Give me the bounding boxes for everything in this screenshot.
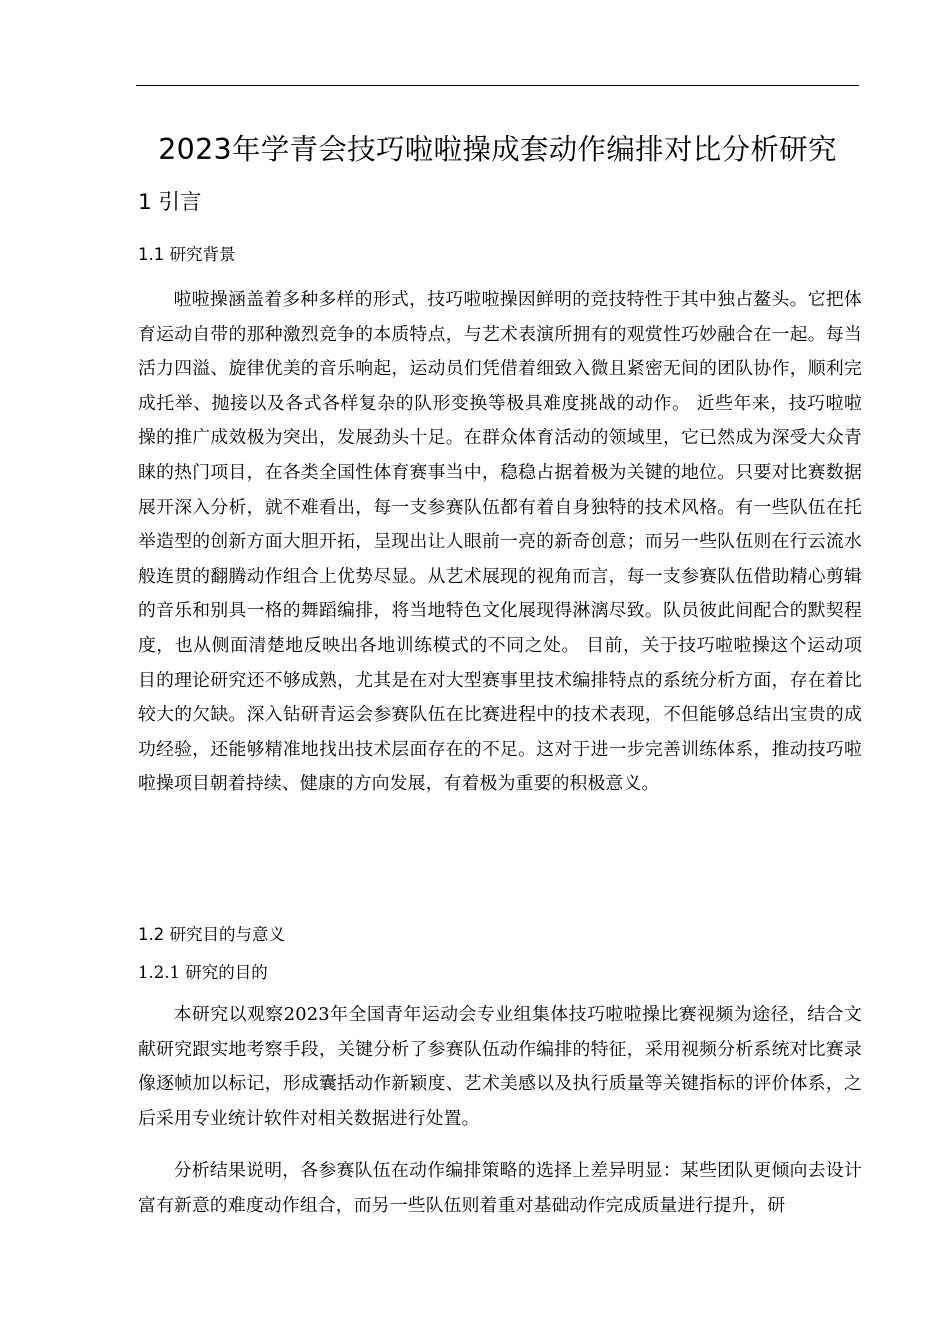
subsection-heading-purpose-significance: 1.2 研究目的与意义 (138, 925, 285, 944)
background-paragraph: 啦啦操涵盖着多种多样的形式，技巧啦啦操因鲜明的竞技特性于其中独占鳌头。它把体育运动自带的那种激烈竞争的本质特点，与艺术表演所拥有的观赏性巧妙融合在一起。每当活力四溢、旋律优美的音乐响起，运动员们凭借着细致入微且紧密无间的团队协作，顺利完成托举、抛接以及各式各样复杂的队形变换等极具难度挑战的动作。 近些年来，技巧啦啦操的推广成效极为突出，发展劲头十足。在群众体育活动的领域里，它已然成为深受大众青睐的热门项目，在各类全国性体育赛事当中，稳稳占据着极为关键的地位。只要对比赛数据展开深入分析，就不难看出，每一支参赛队伍都有着自身独特的技术风格。有一些队伍在托举造型的创新方面大胆开拓，呈现出让人眼前一亮的新奇创意；而另一些队伍则在行云流水般连贯的翻腾动作组合上优势尽显。从艺术展现的视角而言，每一支参赛队伍借助精心剪辑的音乐和别具一格的舞蹈编排，将当地特色文化展现得淋漓尽致。队员彼此间配合的默契程度，也从侧面清楚地反映出各地训练模式的不同之处。 目前，关于技巧啦啦操这个运动项目的理论研究还不够成熟，尤其是在对大型赛事里技术编排特点的系统分析方面，存在着比较大的欠缺。深入钻研青运会参赛队伍在比赛进程中的技术表现，不但能够总结出宝贵的成功经验，还能够精准地找出技术层面存在的不足。这对于进一步完善训练体系，推动技巧啦啦操项目朝着持续、健康的方向发展，有着极为重要的积极意义。 (138, 289, 862, 795)
subsubsection-heading-purpose: 1.2.1 研究的目的 (138, 963, 268, 982)
document-title: 2023年学青会技巧啦啦操成套动作编排对比分析研究 (158, 133, 837, 166)
purpose-paragraph-1: 本研究以观察2023年全国青年运动会专业组集体技巧啦啦操比赛视频为途径，结合文献研究跟实地考察手段，关键分析了参赛队伍动作编排的特征，采用视频分析系统对比赛录像逐帧加以标记，形成囊括动作新颖度、艺术美感以及执行质量等关键指标的评价体系，之后采用专业统计软件对相关数据进行处置。 (138, 1004, 862, 1129)
purpose-paragraph-2: 分析结果说明，各参赛队伍在动作编排策略的选择上差异明显：某些团队更倾向去设计富有新意的难度动作组合，而另一些队伍则着重对基础动作完成质量进行提升，研 (138, 1160, 862, 1216)
subsection-heading-background: 1.1 研究背景 (138, 245, 236, 264)
header-rule (136, 85, 859, 86)
section-heading-introduction: 1 引言 (138, 190, 202, 215)
